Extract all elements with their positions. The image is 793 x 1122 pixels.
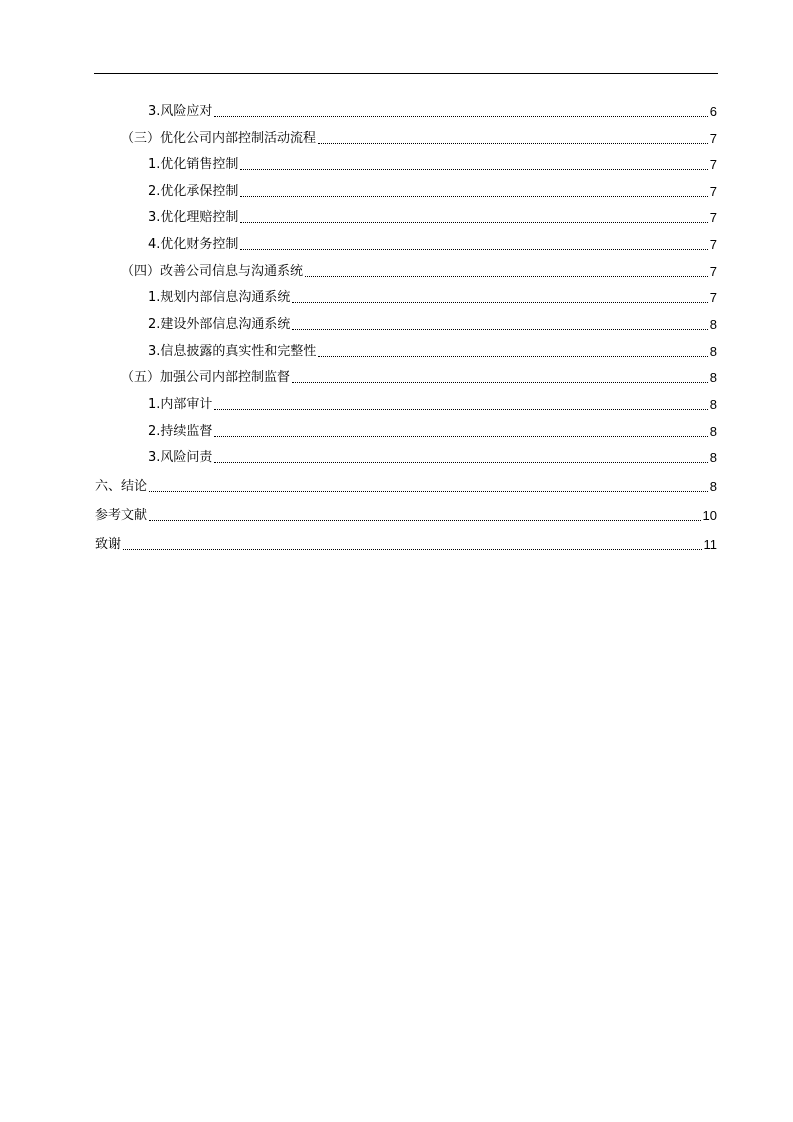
toc-entry[interactable] xyxy=(148,393,717,413)
toc-entry-page: 7 xyxy=(709,237,717,252)
toc-dot-leader xyxy=(149,491,708,492)
toc-entry-label: 1.优化销售控制 xyxy=(148,157,239,172)
toc-entry[interactable] xyxy=(148,340,717,360)
toc-dot-leader xyxy=(214,409,707,410)
toc-entry[interactable] xyxy=(121,260,717,280)
toc-dot-leader xyxy=(214,116,707,117)
toc-entry-label: 1.内部审计 xyxy=(148,397,213,412)
toc-entry[interactable] xyxy=(148,100,717,120)
toc-entry[interactable] xyxy=(95,533,717,553)
toc-entry-page: 11 xyxy=(703,537,717,552)
toc-entry-page: 8 xyxy=(709,424,717,439)
toc-entry[interactable] xyxy=(148,153,717,173)
toc-dot-leader xyxy=(240,222,707,223)
toc-entry-page: 7 xyxy=(709,157,717,172)
toc-entry-label: （三）优化公司内部控制活动流程 xyxy=(121,131,317,146)
toc-dot-leader xyxy=(149,520,701,521)
toc-dot-leader xyxy=(214,462,707,463)
toc-dot-leader xyxy=(318,356,707,357)
toc-entry-page: 8 xyxy=(709,479,717,494)
toc-entry-page: 8 xyxy=(709,317,717,332)
toc-entry[interactable] xyxy=(148,286,717,306)
header-rule xyxy=(94,73,718,74)
toc-entry-label: （四）改善公司信息与沟通系统 xyxy=(121,264,304,279)
toc-entry-label: 六、结论 xyxy=(95,479,148,494)
toc-entry-label: 致谢 xyxy=(95,537,122,552)
toc-dot-leader xyxy=(292,329,707,330)
toc-entry-label: 4.优化财务控制 xyxy=(148,237,239,252)
toc-dot-leader xyxy=(240,249,707,250)
toc-entry-page: 6 xyxy=(709,104,717,119)
toc-entry[interactable] xyxy=(148,180,717,200)
toc-dot-leader xyxy=(214,436,707,437)
toc-dot-leader xyxy=(305,276,708,277)
toc-entry[interactable] xyxy=(148,313,717,333)
toc-entry[interactable] xyxy=(95,504,717,524)
toc-entry-label: 3.风险应对 xyxy=(148,104,213,119)
toc-entry[interactable] xyxy=(121,366,717,386)
toc-dot-leader xyxy=(318,143,708,144)
toc-entry-page: 10 xyxy=(702,508,717,523)
toc-entry[interactable] xyxy=(148,420,717,440)
toc-dot-leader xyxy=(123,549,701,550)
toc-entry-label: 3.风险问责 xyxy=(148,450,213,465)
toc-entry-page: 7 xyxy=(709,184,717,199)
toc-entry-page: 8 xyxy=(709,344,717,359)
toc-entry-page: 7 xyxy=(709,210,717,225)
toc-entry-label: （五）加强公司内部控制监督 xyxy=(121,370,291,385)
toc-entry[interactable] xyxy=(148,206,717,226)
toc-dot-leader xyxy=(292,382,708,383)
toc-entry[interactable] xyxy=(95,475,717,495)
toc-dot-leader xyxy=(292,302,707,303)
toc-entry-label: 3.信息披露的真实性和完整性 xyxy=(148,344,317,359)
toc-dot-leader xyxy=(240,196,707,197)
toc-entry-page: 8 xyxy=(709,450,717,465)
toc-entry-page: 7 xyxy=(709,290,717,305)
toc-entry-label: 1.规划内部信息沟通系统 xyxy=(148,290,291,305)
toc-entry-page: 8 xyxy=(709,370,717,385)
toc-entry[interactable] xyxy=(121,127,717,147)
toc-entry-label: 3.优化理赔控制 xyxy=(148,210,239,225)
toc-entry-page: 7 xyxy=(709,264,717,279)
toc-entry-page: 7 xyxy=(709,131,717,146)
toc-entry-label: 参考文献 xyxy=(95,508,148,523)
toc-entry-page: 8 xyxy=(709,397,717,412)
toc-entry-label: 2.优化承保控制 xyxy=(148,184,239,199)
toc-dot-leader xyxy=(240,169,707,170)
toc-entry[interactable] xyxy=(148,233,717,253)
toc-entry-label: 2.持续监督 xyxy=(148,424,213,439)
toc-entry[interactable] xyxy=(148,446,717,466)
toc-entry-label: 2.建设外部信息沟通系统 xyxy=(148,317,291,332)
